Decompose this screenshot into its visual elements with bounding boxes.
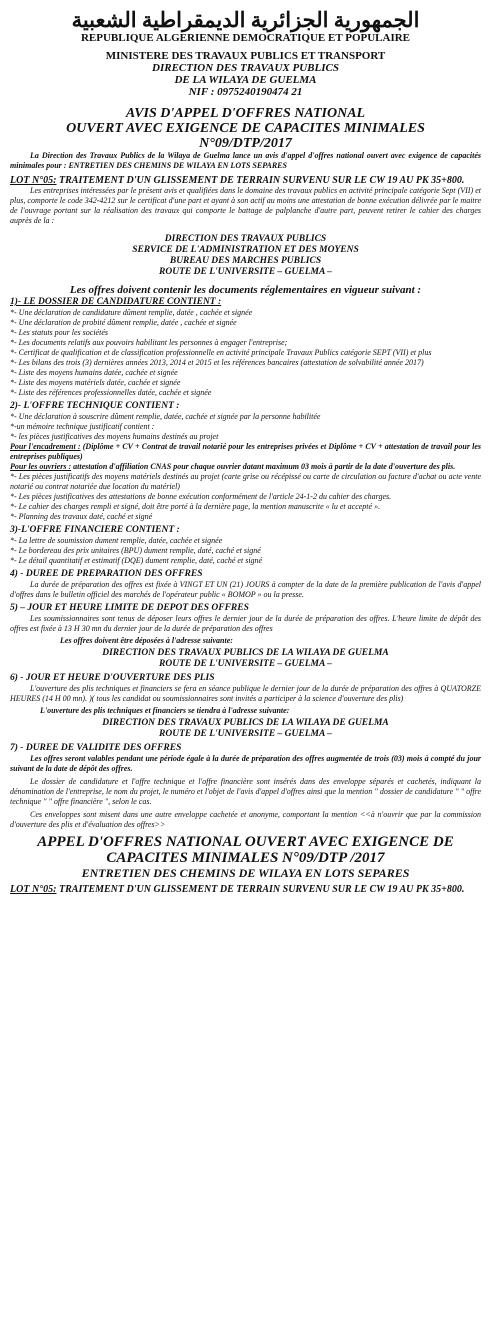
lot-text: TRAITEMENT D'UN GLISSEMENT DE TERRAIN SURVENU SUR LE CW 19 AU PK 35+800. bbox=[56, 175, 465, 186]
list-item: *- Le bordereau des prix unitaires (BPU) dument remplie, daté, caché et signé bbox=[10, 546, 261, 555]
section-3-heading: 3)-L'OFFRE FINANCIERE CONTIENT : bbox=[10, 525, 180, 535]
footer-project: ENTRETIEN DES CHEMINS DE WILAYA EN LOTS SEPARES bbox=[81, 866, 410, 880]
footer-lot-text: TRAITEMENT D'UN GLISSEMENT DE TERRAIN SURVENU SUR LE CW 19 AU PK 35+800. bbox=[56, 884, 465, 895]
list-item: *- Liste des moyens humains datée, cachée et signée bbox=[10, 368, 178, 377]
lot-label: LOT N°05: bbox=[10, 175, 57, 186]
section-5-heading: 5) – JOUR ET HEURE LIMITE DE DEPOT DES OFFRES bbox=[10, 603, 249, 613]
footer-lot-label: LOT N°05: bbox=[10, 884, 57, 895]
address-line: DIRECTION DES TRAVAUX PUBLICS bbox=[164, 234, 327, 244]
outer-envelope-paragraph: Ces enveloppes sont misent dans une autre enveloppe cachetée et anonyme, comportant la mention <<à n'ouvrir que par la commission d'ouverture des plis et d'évaluation des offres>> bbox=[10, 810, 481, 829]
address-line: BUREAU DES MARCHES PUBLICS bbox=[169, 256, 322, 266]
notice-number: N°09/DTP/2017 bbox=[199, 136, 292, 151]
opening-address-line: L'ouverture des plis techniques et financiers se tiendra à l'adresse suivante: bbox=[40, 706, 290, 715]
footer-subtitle: CAPACITES MINIMALES N°09/DTP /2017 bbox=[106, 850, 385, 866]
list-item: *- Les statuts pour les sociétés bbox=[10, 328, 108, 337]
section-7-heading: 7) - DUREE DE VALIDITE DES OFFRES bbox=[10, 743, 182, 753]
validity-paragraph: Les offres seront valables pendant une période égale à la durée de préparation des offres augmentée de trois (03) mois à compté du jour suivant de la date de dépôt des offres. bbox=[10, 754, 481, 773]
list-item: *- Les pièces justificatifs des moyens matériels destinés au projet (carte grise ou récépissé ou carte de circulation ou facture d'achat ou acte vente notarié ou contrat notariée due location du matériel) bbox=[10, 472, 481, 491]
opening-paragraph: L'ouverture des plis techniques et financiers se fera en séance publique le dernier jour de la durée de préparation des offres à QUATORZE HEURES (14 H 00 mn). )( tous les candidat ou soumissionnaires sont invités a participer à la science d'ouverture des plis) bbox=[10, 684, 481, 703]
ouvriers-label: Pour les ouvriers : bbox=[10, 462, 72, 471]
list-item: *- les pièces justificatives des moyens humains destinés au projet bbox=[10, 432, 219, 441]
notice-title: AVIS D'APPEL D'OFFRES NATIONAL bbox=[125, 106, 366, 121]
list-item: *- Planning des travaux daté, caché et signé bbox=[10, 512, 153, 521]
encadrement-text: (Diplôme + CV + Contrat de travail notarié pour les entreprises privées et Diplôme + CV + attestation de travail pour les entreprises publiques) bbox=[10, 442, 482, 461]
list-item: *- Liste des moyens matériels datée, cachée et signée bbox=[10, 378, 181, 387]
deposit-line: Les offres doivent être déposées à l'adresse suivante: bbox=[60, 636, 233, 645]
list-item: *- Certificat de qualification et de classification professionnelle en activité principale Travaux Publics catégorie SEPT (VII) et plus bbox=[10, 348, 432, 357]
wilaya-header: DE LA WILAYA DE GUELMA bbox=[174, 74, 317, 86]
section-2-heading: 2)- L'OFFRE TECHNIQUE CONTIENT : bbox=[10, 401, 180, 411]
deadline-paragraph: Les soumissionnaires sont tenus de déposer leurs offres le dernier jour de la durée de préparation des offres. L'heure limite de dépôt des offres est fixée à 13 H 30 mn du dernier jour de la durée de préparation des offres bbox=[10, 614, 481, 633]
list-item: *- La lettre de soumission dument remplie, datée, cachée et signée bbox=[10, 536, 223, 545]
republic-header: REPUBLIQUE ALGERIENNE DEMOCRATIQUE ET POPULAIRE bbox=[80, 32, 411, 44]
address-line: DIRECTION DES TRAVAUX PUBLICS DE LA WILAYA DE GUELMA bbox=[102, 648, 389, 658]
address-line: SERVICE DE L'ADMINISTRATION ET DES MOYENS bbox=[132, 245, 359, 255]
list-item: *- Les documents relatifs aux pouvoirs habilitant les personnes à engager l'entreprise; bbox=[10, 338, 288, 347]
list-item: *- Les pièces justificatives des attestations de bonne exécution conformément de l'article 24-1-2 du cahier des charges. bbox=[10, 492, 392, 501]
intro-paragraph: La Direction des Travaux Publics de la Wilaya de Guelma lance un avis d'appel d'offres national ouvert avec exigence de capacités minimales pour : ENTRETIEN DES CHEMINS DE WILAYA EN LOTS SEPARES bbox=[10, 151, 481, 170]
ouvriers-text: attestation d'affiliation CNAS pour chaque ouvrier datant maximum 03 mois à partir de la date d'ouverture des plis. bbox=[71, 462, 456, 471]
section-1-heading: 1)- LE DOSSIER DE CANDIDATURE CONTIENT : bbox=[10, 297, 222, 307]
list-item: *- Les bilans des trois (3) dernières années 2013, 2014 et 2015 et les références bancaires (attestation de solvabilité année 2017) bbox=[10, 358, 424, 367]
section-4-heading: 4) - DUREE DE PREPARATION DES OFFRES bbox=[10, 569, 203, 579]
notice-subtitle: OUVERT AVEC EXIGENCE DE CAPACITES MINIMALES bbox=[66, 121, 425, 136]
preparation-paragraph: La durée de préparation des offres est fixée à VINGT ET UN (21) JOURS à compter de la date de la première publication de l'avis d'appel d'offres dans le bulletin officiel des marchés de l'opérateur public « BOMOP » ou la presse. bbox=[10, 580, 481, 599]
address-line: ROUTE DE L'UNIVERSITE – GUELMA – bbox=[159, 659, 332, 669]
address-line: ROUTE DE L'UNIVERSITE – GUELMA – bbox=[159, 729, 332, 739]
address-line: DIRECTION DES TRAVAUX PUBLICS DE LA WILAYA DE GUELMA bbox=[102, 718, 389, 728]
list-item: *- Liste des références professionnelles datée, cachée et signée bbox=[10, 388, 212, 397]
address-line: ROUTE DE L'UNIVERSITE – GUELMA – bbox=[159, 267, 332, 277]
nif-number: NIF : 0975240190474 21 bbox=[188, 86, 303, 98]
list-item: *- Le cahier des charges rempli et signé, doit être porté à la dernière page, la mention manuscrite « lu et accepté ». bbox=[10, 502, 381, 511]
direction-header: DIRECTION DES TRAVAUX PUBLICS bbox=[152, 62, 339, 74]
envelope-paragraph: Le dossier de candidature et l'offre technique et l'offre financière sont insérés dans des enveloppe séparés et cachetés, indiquant la dénomination de l'entreprise, le nom du projet, le numéro et l'objet de l'avis d'appel d'offres ainsi que la mention " dossier de candidature " " offre technique " " offre financière ", selon le cas. bbox=[10, 777, 481, 806]
section-6-heading: 6) - JOUR ET HEURE D'OUVERTURE DES PLIS bbox=[10, 673, 215, 683]
footer-lot-line bbox=[10, 884, 481, 895]
list-item: *- Le détail quantitatif et estimatif (DQE) dument remplie, daté, caché et signé bbox=[10, 556, 263, 565]
list-item: *- Une déclaration de probité dûment remplie, datée , cachée et signée bbox=[10, 318, 237, 327]
eligibility-paragraph: Les entreprises intéressées par le présent avis et qualifiées dans le domaine des travaux publics en activité principale catégorie Sept (VII) et plus, comporte le code 342-4212 sur le certificat d'une part et ayant à son actif au moins une attestation de bonne exécution délivrée par le maitre de l'ouvrage portant sur la réalisation des travaux qui comporte le battage de palplanche d'autre part, peuvent retirer le cahier des charges auprès de la : bbox=[10, 186, 481, 225]
footer-title: APPEL D'OFFRES NATIONAL OUVERT AVEC EXIGENCE DE bbox=[37, 834, 454, 850]
encadrement-label: Pour l'encadrement : bbox=[10, 442, 81, 451]
list-item: *- Une déclaration à souscrire dûment remplie, datée, cachée et signée par la personne habilitée bbox=[10, 412, 321, 421]
ministry-header: MINISTERE DES TRAVAUX PUBLICS ET TRANSPORT bbox=[105, 50, 386, 62]
list-item: *-un mémoire technique justificatif contient : bbox=[10, 422, 155, 431]
documents-heading: Les offres doivent contenir les documents réglementaires en vigueur suivant : bbox=[69, 284, 422, 296]
ouvriers-line bbox=[10, 462, 481, 472]
arabic-header: الجمهورية الجزائرية الديمقراطية الشعبية bbox=[71, 8, 420, 32]
list-item: *- Une déclaration de candidature dûment remplie, datée , cachée et signée bbox=[10, 308, 253, 317]
lot-line bbox=[10, 175, 481, 186]
encadrement-line bbox=[10, 442, 481, 462]
